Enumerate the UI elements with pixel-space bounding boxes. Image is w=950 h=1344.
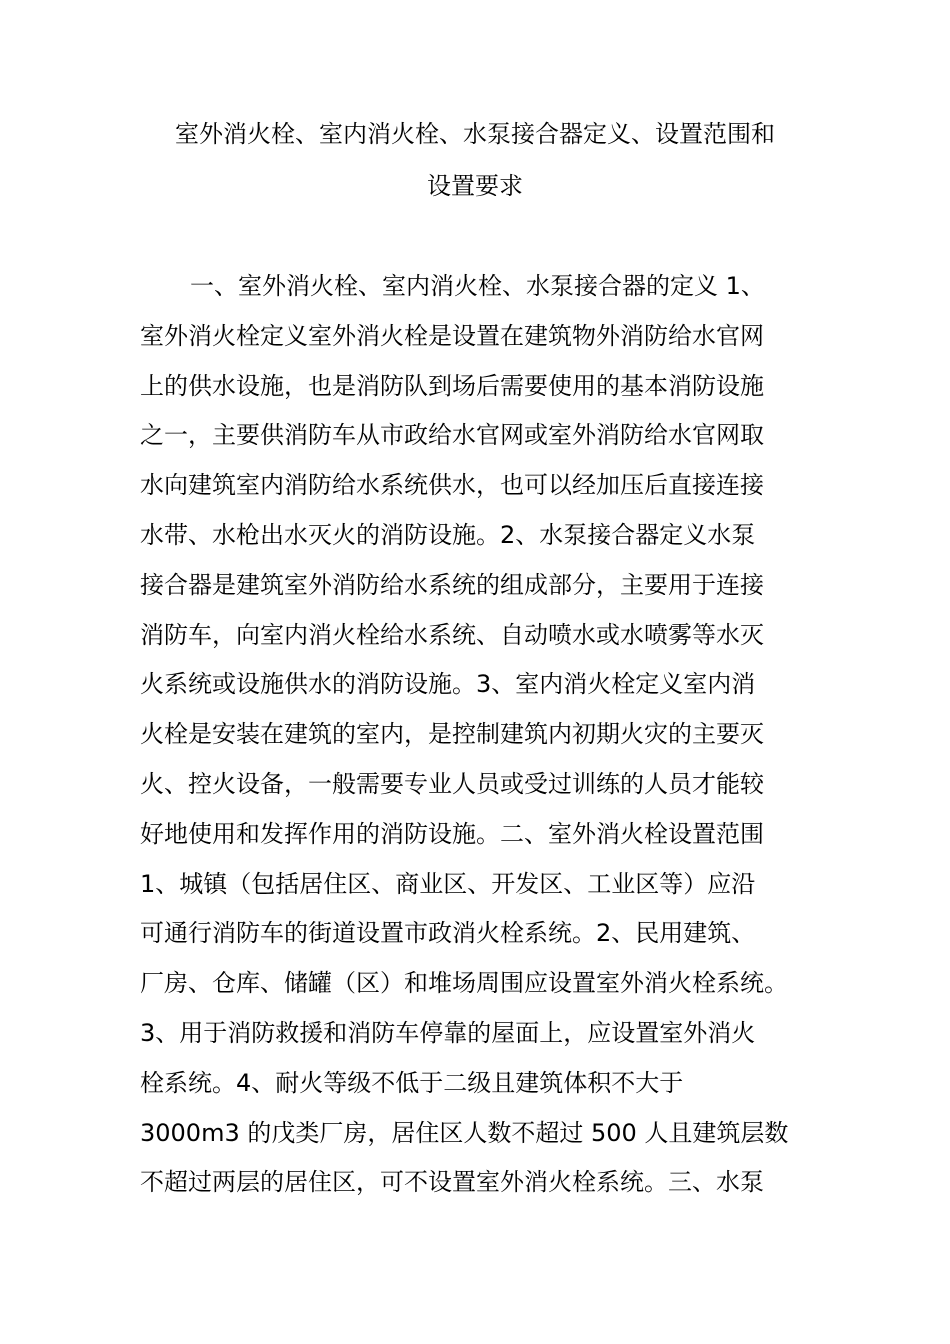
body-line-15: 厂房、仓库、储罐（区）和堆场周围应设置室外消火栓系统。 bbox=[140, 969, 788, 998]
body-line-7: 接合器是建筑室外消防给水系统的组成部分，主要用于连接 bbox=[140, 570, 764, 599]
body-line-2: 室外消火栓定义室外消火栓是设置在建筑物外消防给水官网 bbox=[140, 321, 764, 350]
body-line-19: 不超过两层的居住区，可不设置室外消火栓系统。三、水泵 bbox=[140, 1168, 764, 1197]
body-line-4: 之一，主要供消防车从市政给水官网或室外消防给水官网取 bbox=[140, 421, 764, 450]
body-line-13: 1、城镇（包括居住区、商业区、开发区、工业区等）应沿 bbox=[140, 869, 756, 898]
document-title-line-1: 室外消火栓、室内消火栓、水泵接合器定义、设置范围和 bbox=[175, 120, 775, 148]
body-line-3: 上的供水设施，也是消防队到场后需要使用的基本消防设施 bbox=[140, 371, 764, 400]
document-body bbox=[140, 262, 840, 1208]
body-line-14: 可通行消防车的街道设置市政消火栓系统。2、民用建筑、 bbox=[140, 919, 756, 948]
body-line-18: 3000m3 的戊类厂房，居住区人数不超过 500 人且建筑层数 bbox=[140, 1118, 789, 1147]
body-line-8: 消防车，向室内消火栓给水系统、自动喷水或水喷雾等水灭 bbox=[140, 620, 764, 649]
document-title-line-2: 设置要求 bbox=[427, 172, 523, 200]
body-line-12: 好地使用和发挥作用的消防设施。二、室外消火栓设置范围 bbox=[140, 819, 764, 848]
body-line-11: 火、控火设备，一般需要专业人员或受过训练的人员才能较 bbox=[140, 769, 764, 798]
body-line-9: 火系统或设施供水的消防设施。3、室内消火栓定义室内消 bbox=[140, 670, 756, 699]
body-line-6: 水带、水枪出水灭火的消防设施。2、水泵接合器定义水泵 bbox=[140, 520, 756, 549]
body-line-1: 一、室外消火栓、室内消火栓、水泵接合器的定义 1、 bbox=[190, 272, 765, 300]
body-line-16: 3、用于消防救援和消防车停靠的屋面上，应设置室外消火 bbox=[140, 1018, 756, 1047]
body-line-10: 火栓是安装在建筑的室内，是控制建筑内初期火灾的主要灭 bbox=[140, 720, 764, 749]
body-line-5: 水向建筑室内消防给水系统供水，也可以经加压后直接连接 bbox=[140, 471, 764, 500]
body-line-17: 栓系统。4、耐火等级不低于二级且建筑体积不大于 bbox=[140, 1068, 684, 1097]
